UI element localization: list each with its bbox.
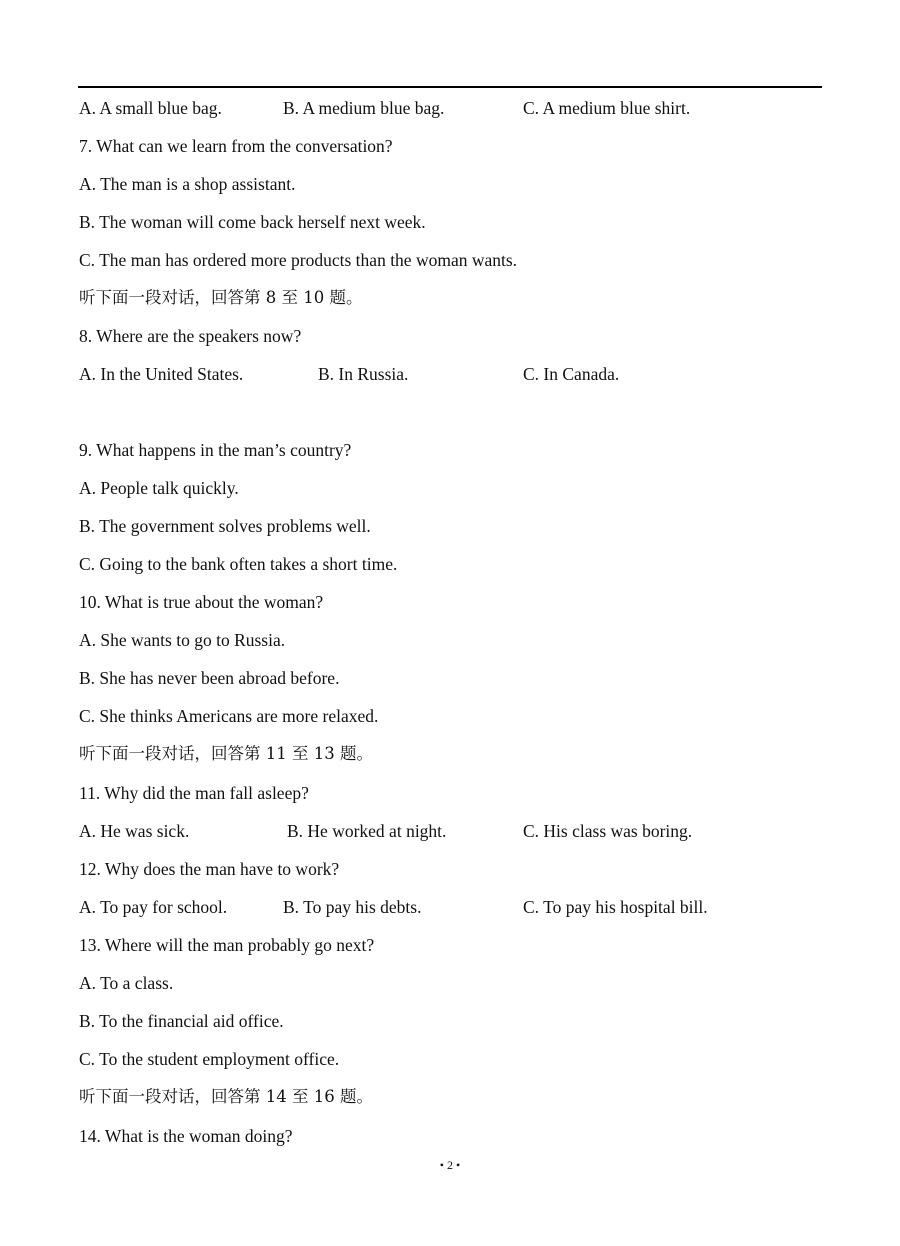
q6-option-a: A. A small blue bag. [79,98,222,118]
q10-option-b: B. She has never been abroad before. [79,668,340,688]
q13-option-c: C. To the student employment office. [79,1049,340,1069]
q7-option-a: A. The man is a shop assistant. [79,174,296,194]
page-number: • 2 • [439,1158,461,1172]
q7-question: 7. What can we learn from the conversation? [79,136,393,156]
q6-option-c: C. A medium blue shirt. [523,98,691,118]
q12-option-a: A. To pay for school. [79,897,228,917]
q13-option-a: A. To a class. [79,973,174,993]
q13-question: 13. Where will the man probably go next? [79,935,375,955]
q10-question: 10. What is true about the woman? [79,592,324,612]
q8-question: 8. Where are the speakers now? [79,326,302,346]
q11-question: 11. Why did the man fall asleep? [79,783,309,803]
q9-option-a: A. People talk quickly. [79,478,239,498]
q10-option-c: C. She thinks Americans are more relaxed. [79,706,379,726]
q10-option-a: A. She wants to go to Russia. [79,630,286,650]
q12-option-c: C. To pay his hospital bill. [523,897,708,917]
q9-question: 9. What happens in the man’s country? [79,440,352,460]
q11-option-b: B. He worked at night. [287,821,447,841]
q12-option-b: B. To pay his debts. [283,897,422,917]
header-rule [78,86,822,88]
q11-option-c: C. His class was boring. [523,821,693,841]
q9-option-c: C. Going to the bank often takes a short time. [79,554,398,574]
section-instruction-14-16: 听下面一段对话，回答第 14 至 16 题。 [79,1087,373,1106]
q8-option-a: A. In the United States. [79,364,244,384]
q7-option-b: B. The woman will come back herself next week. [79,212,426,232]
section-instruction-8-10: 听下面一段对话，回答第 8 至 10 题。 [79,288,363,307]
section-instruction-11-13: 听下面一段对话，回答第 11 至 13 题。 [79,744,373,763]
q12-question: 12. Why does the man have to work? [79,859,340,879]
q8-option-c: C. In Canada. [523,364,620,384]
q13-option-b: B. To the financial aid office. [79,1011,284,1031]
q8-option-b: B. In Russia. [318,364,409,384]
q6-option-b: B. A medium blue bag. [283,98,445,118]
q9-option-b: B. The government solves problems well. [79,516,371,536]
q14-question: 14. What is the woman doing? [79,1126,293,1146]
q11-option-a: A. He was sick. [79,821,190,841]
q7-option-c: C. The man has ordered more products than the woman wants. [79,250,518,270]
